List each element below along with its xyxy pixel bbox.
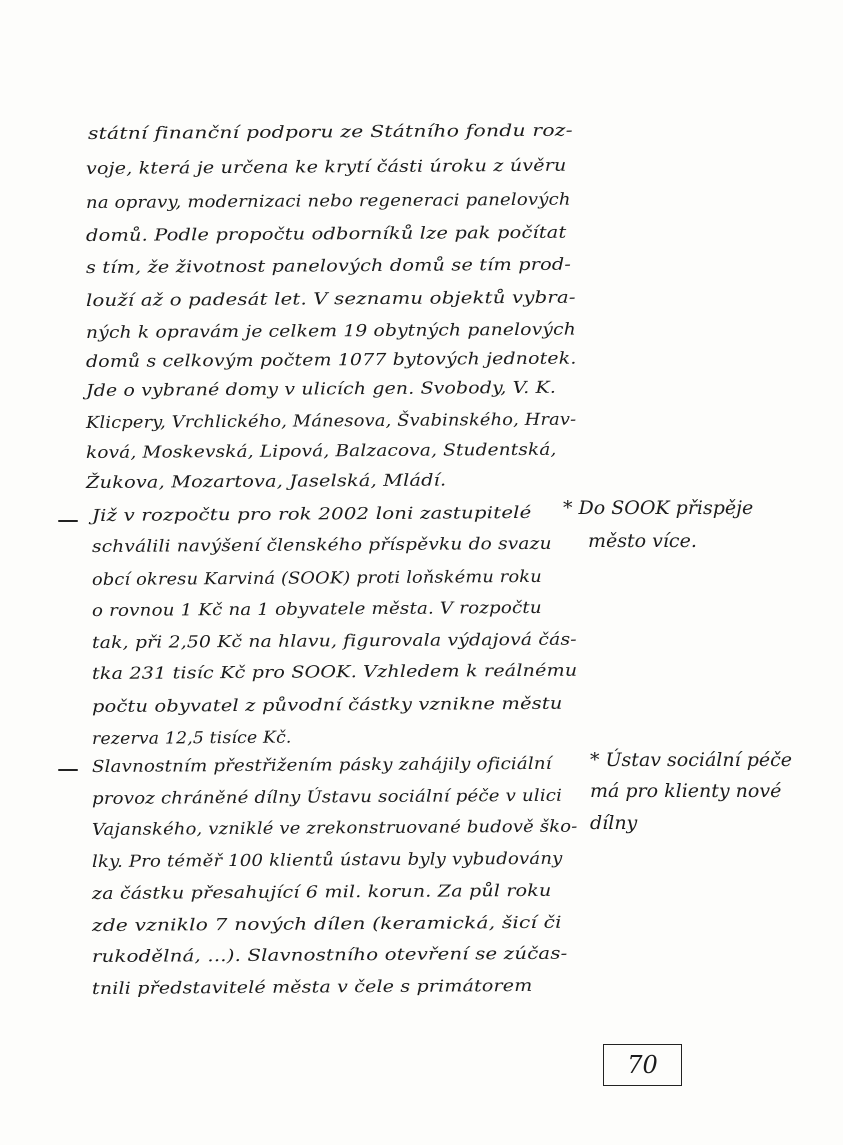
page-number: 70 <box>627 1051 658 1079</box>
text-line: Jde o vybrané domy v ulicích gen. Svobody, V. K. <box>85 377 557 400</box>
bullet-dash <box>58 520 78 522</box>
bullet-dash <box>58 769 78 771</box>
text-line: státní finanční podporu ze Státního fondu roz- <box>87 120 573 143</box>
text-line: tka 231 tisíc Kč pro SOOK. Vzhledem k reálnému <box>91 660 578 683</box>
text-line: ných k opravám je celkem 19 obytných panelových <box>85 319 577 342</box>
text-line: Slavnostním přestřižením pásky zahájily oficiální <box>91 753 552 776</box>
text-line: za částku přesahující 6 mil. korun. Za půl roku <box>91 880 552 903</box>
text-line: tnili představitelé města v čele s primátorem <box>91 975 533 998</box>
text-line: Vajanského, vzniklé ve zrekonstruované budově ško- <box>91 816 578 839</box>
text-line: zde vzniklo 7 nových dílen (keramická, šicí či <box>91 912 562 935</box>
margin-note: město více. <box>588 530 697 552</box>
text-line: rezerva 12,5 tisíce Kč. <box>91 727 292 748</box>
text-line: Klicpery, Vrchlického, Mánesova, Švabinského, Hrav- <box>85 409 577 432</box>
text-line: na opravy, modernizaci nebo regeneraci panelových <box>85 189 571 212</box>
text-line: domů s celkovým počtem 1077 bytových jednotek. <box>85 348 577 371</box>
text-line: louží až o padesát let. V seznamu objektů vybra- <box>85 287 576 310</box>
text-line: s tím, že životnost panelových domů se tím prod- <box>85 254 572 277</box>
text-line: ková, Moskevská, Lipová, Balzacova, Studentská, <box>85 439 557 462</box>
margin-note: * Ústav sociální péče <box>590 749 792 771</box>
text-line: provoz chráněné dílny Ústavu sociální péče v ulici <box>91 785 563 808</box>
text-line: lky. Pro téměř 100 klientů ústavu byly vybudovány <box>91 848 563 871</box>
text-line: Žukova, Mozartova, Jaselská, Mládí. <box>85 470 447 492</box>
text-line: tak, při 2,50 Kč na hlavu, figurovala výdajová čás- <box>91 629 577 652</box>
text-line: Již v rozpočtu pro rok 2002 loni zastupitelé <box>91 502 532 525</box>
margin-note: * Do SOOK přispěje <box>563 497 754 519</box>
margin-note: má pro klienty nové <box>590 780 782 802</box>
text-line: počtu obyvatel z původní částky vznikne městu <box>91 693 563 716</box>
text-line: voje, která je určena ke krytí části úroku z úvěru <box>85 155 567 178</box>
text-line: o rovnou 1 Kč na 1 obyvatele města. V rozpočtu <box>91 597 542 620</box>
text-line: obcí okresu Karviná (SOOK) proti loňskému roku <box>91 566 542 589</box>
text-line: rukodělná, ...). Slavnostního otevření se zúčas- <box>91 943 568 966</box>
text-line: schválili navýšení členského příspěvku do svazu <box>91 533 552 556</box>
margin-note: dílny <box>590 812 638 834</box>
page-number-box <box>603 1044 682 1086</box>
text-line: domů. Podle propočtu odborníků lze pak počítat <box>85 222 567 245</box>
